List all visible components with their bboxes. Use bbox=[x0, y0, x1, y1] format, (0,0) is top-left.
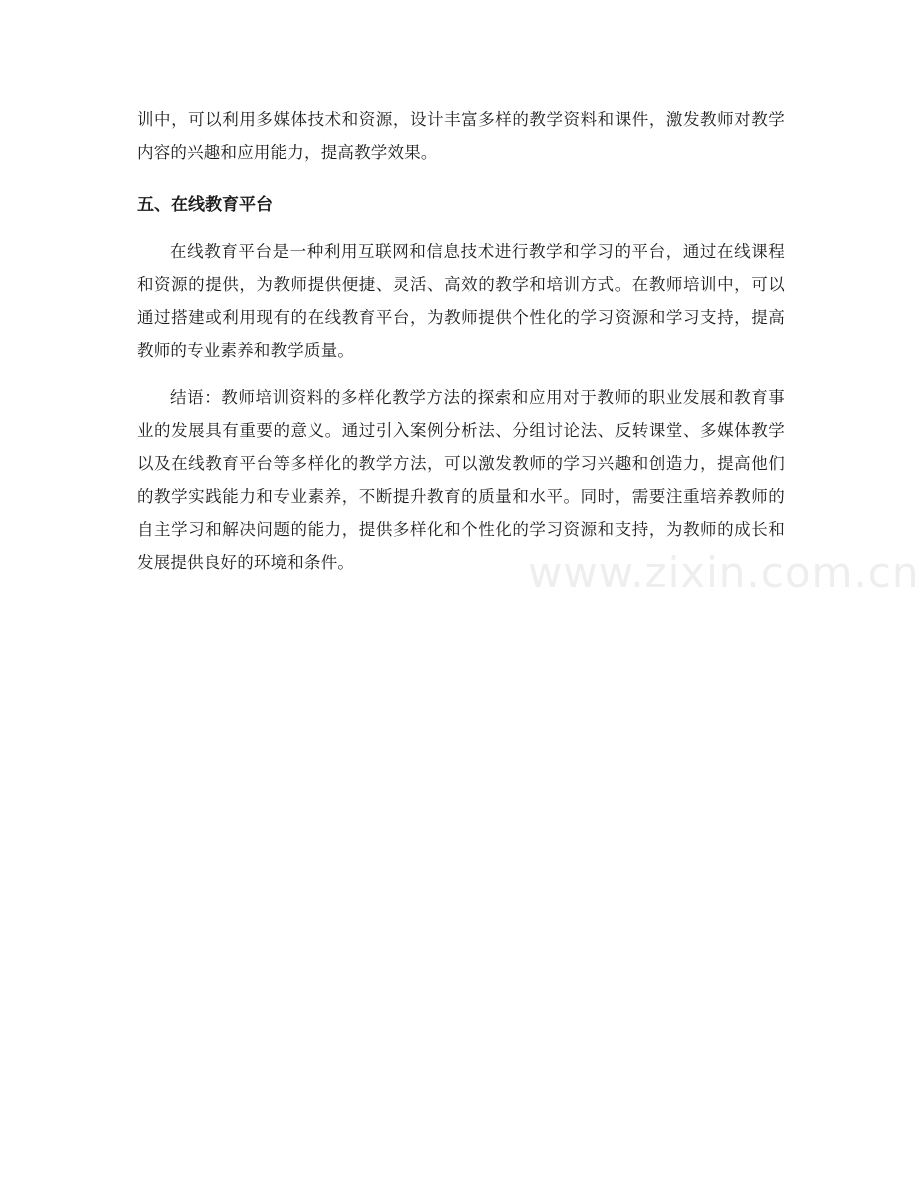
document-body bbox=[137, 103, 785, 579]
intro-paragraph: 训中，可以利用多媒体技术和资源，设计丰富多样的教学资料和课件，激发教师对教学内容的兴趣和应用能力，提高教学效果。 bbox=[137, 110, 785, 162]
paragraph-gap bbox=[137, 367, 785, 381]
section-paragraph-online-platform: 在线教育平台是一种利用互联网和信息技术进行教学和学习的平台，通过在线课程和资源的提供，为教师提供便捷、灵活、高效的教学和培训方式。在教师培训中，可以通过搭建或利用现有的在线教育平台，为教师提供个性化的学习资源和学习支持，提高教师的专业素养和教学质量。 bbox=[137, 242, 785, 360]
section-heading-online-platform: 五、在线教育平台 bbox=[137, 195, 273, 215]
watermark-text: www.zixin.com.cn bbox=[528, 548, 920, 597]
conclusion-paragraph: 结语：教师培训资料的多样化教学方法的探索和应用对于教师的职业发展和教育事业的发展具有重要的意义。通过引入案例分析法、分组讨论法、反转课堂、多媒体教学以及在线教育平台等多样化的教学方法，可以激发教师的学习兴趣和创造力，提高他们的教学实践能力和专业素养，不断提升教育的质量和水平。同时，需要注重培养教师的自主学习和解决问题的能力，提供多样化和个性化的学习资源和支持，为教师的成长和发展提供良好的环境和条件。 bbox=[137, 388, 785, 572]
